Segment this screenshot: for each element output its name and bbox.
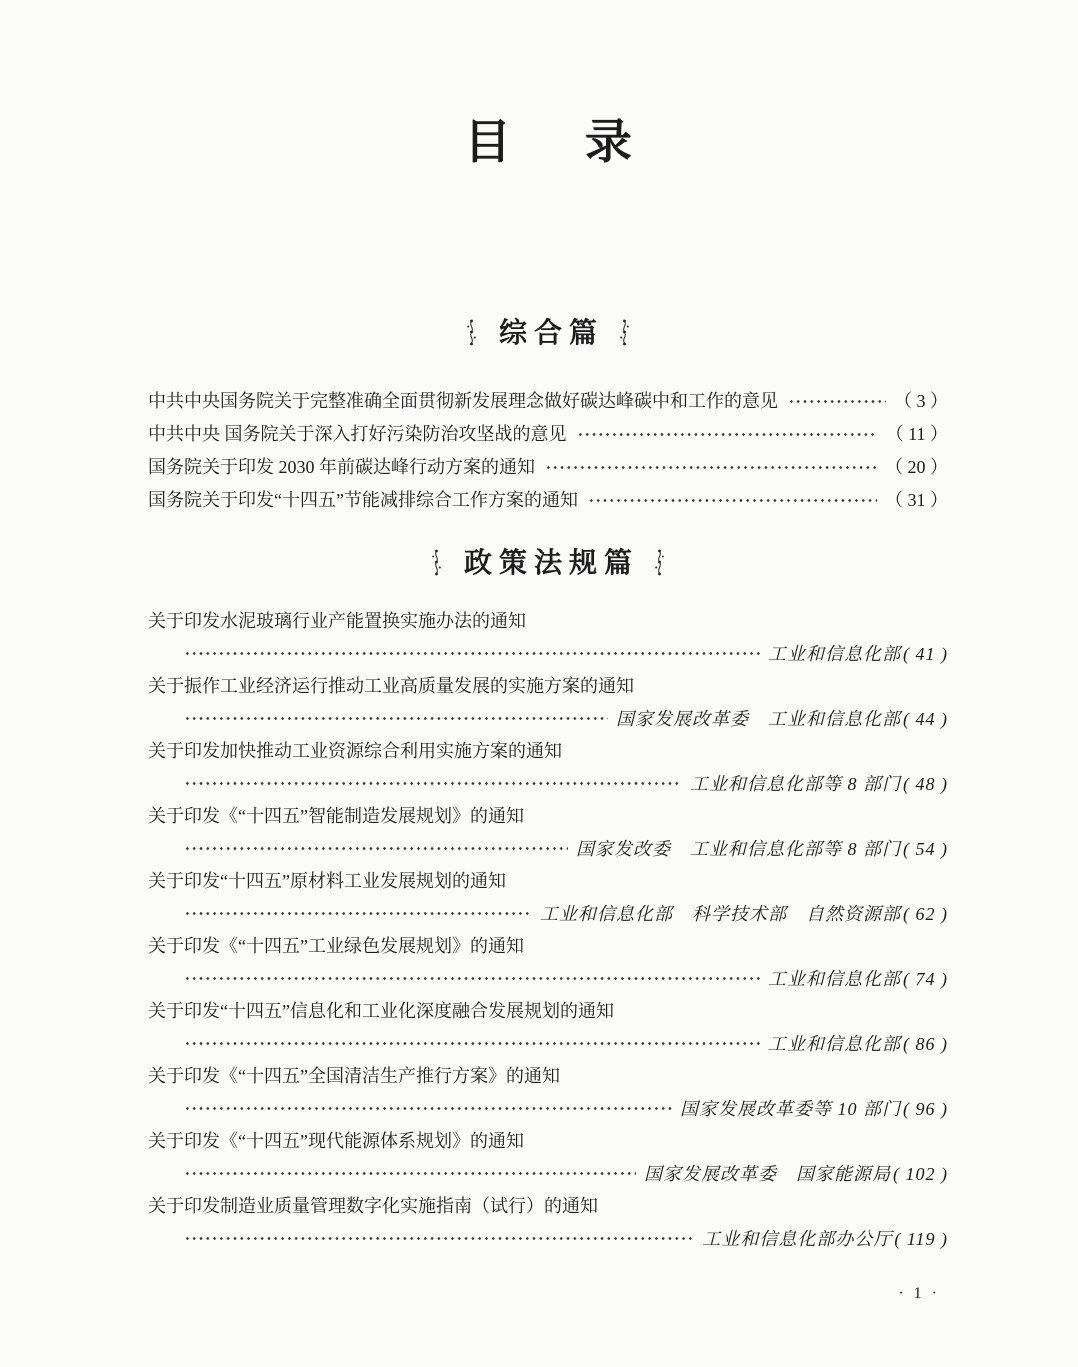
toc-entry-page-number: （ 3 ） [894, 391, 948, 411]
heading-ornament-left-icon [465, 318, 478, 350]
toc-entry-page-number: ( 62 ) [903, 903, 948, 924]
toc-entry [148, 451, 948, 484]
toc-entry-page-number: ( 54 ) [903, 838, 948, 859]
toc-entry-issuer: 工业和信息化部 科学技术部 自然资源部 [540, 903, 901, 924]
footer-page-number: · 1 · [898, 1285, 940, 1302]
toc-entry-page-number: ( 86 ) [903, 1033, 948, 1054]
toc-entry-page-number: ( 96 ) [903, 1098, 948, 1119]
toc-entry-attribution-line [148, 963, 948, 996]
toc-entry [148, 385, 948, 418]
section-heading-label: 综合篇 [498, 318, 604, 349]
heading-ornament-left-icon [430, 548, 443, 580]
toc-entry [148, 735, 948, 800]
toc-entry [148, 995, 948, 1060]
toc-entry-issuer-and-page [576, 833, 948, 866]
toc-entry-title: 中共中央国务院关于完整准确全面贯彻新发展理念做好碳达峰碳中和工作的意见 [148, 391, 778, 411]
dot-leader [588, 492, 877, 510]
dot-leader [184, 645, 760, 663]
toc-entry-title: 中共中央 国务院关于深入打好污染防治攻坚战的意见 [148, 424, 567, 444]
dot-leader [184, 970, 760, 988]
toc-entry-title: 关于印发《“十四五”工业绿色发展规划》的通知 [148, 936, 524, 956]
toc-entry-page-number: （ 20 ） [885, 457, 948, 477]
dot-leader [184, 710, 608, 728]
toc-entry-title: 关于印发水泥玻璃行业产能置换实施办法的通知 [148, 611, 526, 631]
toc-entry-issuer-and-page [690, 768, 948, 801]
toc-entry-issuer-and-page [702, 1223, 948, 1256]
section-heading-label: 政策法规篇 [463, 548, 639, 579]
toc-entry-issuer: 工业和信息化部等 8 部门 [690, 773, 901, 794]
toc-entry-issuer: 工业和信息化部 [768, 643, 901, 664]
toc-entry-attribution-line [148, 1158, 948, 1191]
toc-entry-title: 关于印发“十四五”原材料工业发展规划的通知 [148, 871, 506, 891]
dot-leader [184, 1230, 694, 1248]
toc-entry [148, 1190, 948, 1255]
toc-entry-issuer-and-page [616, 703, 948, 736]
toc-entry-title: 关于印发《“十四五”现代能源体系规划》的通知 [148, 1131, 524, 1151]
toc-entry [148, 670, 948, 735]
dot-leader [184, 840, 568, 858]
toc-entry-title: 关于印发《“十四五”全国清洁生产推行方案》的通知 [148, 1066, 560, 1086]
dot-leader [545, 459, 877, 477]
toc-entry-issuer-and-page [768, 1028, 948, 1061]
heading-ornament-right-icon [618, 318, 631, 350]
toc-entry-attribution-line [148, 833, 948, 866]
toc-entry-attribution-line [148, 1223, 948, 1256]
toc-entry-issuer: 国家发展改革委等 10 部门 [680, 1098, 901, 1119]
toc-entry-issuer: 国家发改委 工业和信息化部等 8 部门 [576, 838, 901, 859]
toc-entry-page-number: ( 44 ) [903, 708, 948, 729]
dot-leader [184, 1100, 672, 1118]
toc-entry-page-number: ( 102 ) [893, 1163, 948, 1184]
dot-leader [788, 393, 886, 411]
toc-entry-issuer-and-page [540, 898, 948, 931]
page-title [148, 117, 948, 169]
toc-entry-page-number: ( 74 ) [903, 968, 948, 989]
toc-entry [148, 1125, 948, 1190]
toc-entry-attribution-line [148, 898, 948, 931]
toc-entry-issuer: 国家发展改革委 工业和信息化部 [616, 708, 901, 729]
toc-entry [148, 484, 948, 517]
toc-entry-title: 国务院关于印发“十四五”节能减排综合工作方案的通知 [148, 490, 578, 510]
toc-content [0, 117, 1078, 1255]
section-heading-comprehensive [148, 313, 948, 355]
toc-entry-page-number: ( 41 ) [903, 643, 948, 664]
toc-entry-issuer: 国家发展改革委 国家能源局 [644, 1163, 891, 1184]
toc-entry-attribution-line [148, 638, 948, 671]
toc-entry-title: 国务院关于印发 2030 年前碳达峰行动方案的通知 [148, 457, 535, 477]
toc-entry-issuer: 工业和信息化部办公厅 [702, 1228, 893, 1249]
toc-entry [148, 1060, 948, 1125]
heading-ornament-right-icon [653, 548, 666, 580]
toc-entry [148, 800, 948, 865]
toc-entry-page-number: （ 11 ） [885, 424, 948, 444]
dot-leader [184, 775, 682, 793]
toc-entry-issuer: 工业和信息化部 [768, 968, 901, 989]
toc-entry-issuer: 工业和信息化部 [768, 1033, 901, 1054]
toc-entry-title: 关于振作工业经济运行推动工业高质量发展的实施方案的通知 [148, 676, 634, 696]
toc-entry-issuer-and-page [768, 963, 948, 996]
toc-entry-page-number: ( 48 ) [903, 773, 948, 794]
toc-entry-title: 关于印发“十四五”信息化和工业化深度融合发展规划的通知 [148, 1001, 614, 1021]
toc-entry [148, 865, 948, 930]
toc-entry-attribution-line [148, 1028, 948, 1061]
toc-list-comprehensive [148, 385, 948, 517]
toc-entry-issuer-and-page [680, 1093, 948, 1126]
toc-entry-page-number: ( 119 ) [894, 1228, 948, 1249]
toc-entry-issuer-and-page [644, 1158, 948, 1191]
toc-entry-attribution-line [148, 768, 948, 801]
toc-list-policy [148, 605, 948, 1255]
toc-entry [148, 605, 948, 670]
section-heading-policy [148, 543, 948, 585]
dot-leader [184, 905, 532, 923]
toc-entry [148, 930, 948, 995]
toc-entry-attribution-line [148, 1093, 948, 1126]
dot-leader [184, 1035, 760, 1053]
toc-entry [148, 418, 948, 451]
page-title-char-2: 录 [584, 117, 632, 169]
toc-entry-attribution-line [148, 703, 948, 736]
page-title-char-1: 目 [464, 117, 512, 169]
toc-entry-title: 关于印发制造业质量管理数字化实施指南（试行）的通知 [148, 1196, 598, 1216]
toc-entry-page-number: （ 31 ） [885, 490, 948, 510]
dot-leader [184, 1165, 636, 1183]
dot-leader [577, 426, 878, 444]
toc-entry-title: 关于印发《“十四五”智能制造发展规划》的通知 [148, 806, 524, 826]
toc-entry-title: 关于印发加快推动工业资源综合利用实施方案的通知 [148, 741, 562, 761]
toc-entry-issuer-and-page [768, 638, 948, 671]
